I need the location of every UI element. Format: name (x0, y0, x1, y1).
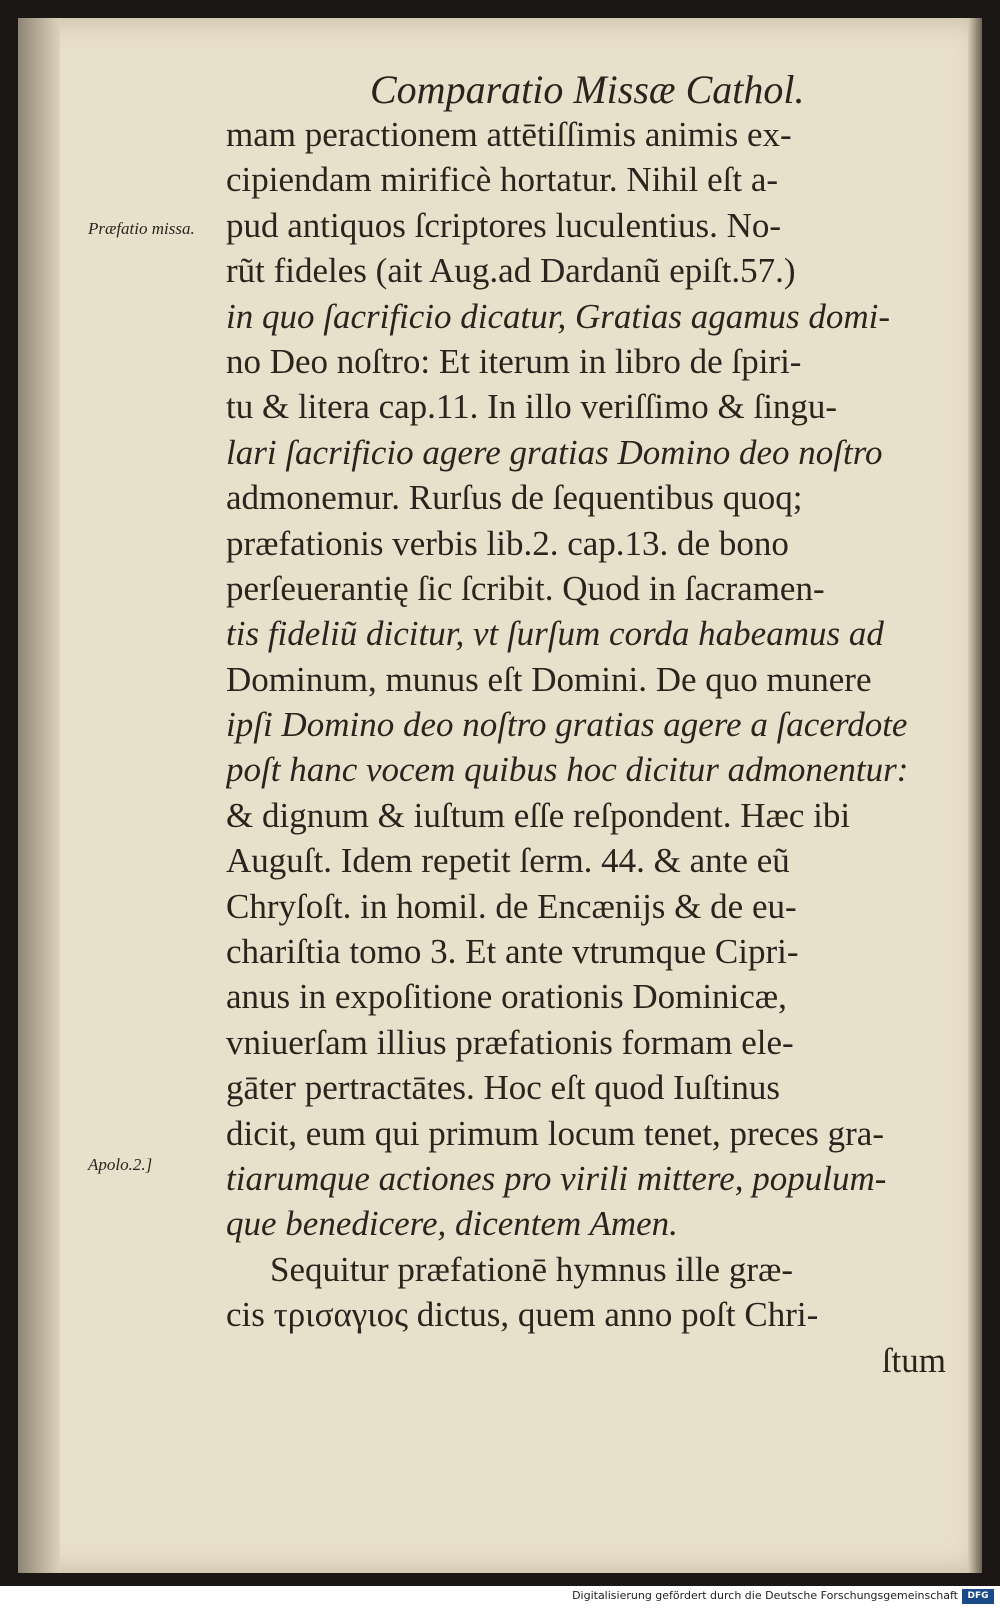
text-line: anus in expoſitione orationis Dominicæ, (226, 977, 787, 1017)
dfg-logo-icon: DFG (962, 1589, 994, 1604)
text-line: vniuerſam illius præfationis formam ele- (226, 1022, 794, 1062)
text-line: pud antiquos ſcriptores luculentius. No- (226, 205, 782, 245)
marginal-note-prefatio: Præfatio missa. (88, 219, 195, 238)
text-line: gāter pertractātes. Hoc eſt quod Iuſtinus (226, 1068, 780, 1108)
text-line: rũt fideles (ait Aug.ad Dardanũ epiſt.57.) (226, 251, 796, 291)
text-line: perſeuerantię ſic ſcribit. Quod in ſacramen- (226, 568, 825, 608)
footer-bar (0, 1586, 1000, 1608)
text-line: Chryſoſt. in homil. de Encænijs & de eu- (226, 886, 797, 926)
body-text (226, 112, 946, 1383)
text-line: Sequitur præfationē hymnus ille græ- (270, 1249, 793, 1289)
footer-credit: Digitalisierung gefördert durch die Deutsche Forschungsgemeinschaft (572, 1589, 958, 1602)
text-line: chariſtia tomo 3. Et ante vtrumque Cipri- (226, 932, 799, 972)
text-line: no Deo noſtro: Et iterum in libro de ſpiri- (226, 341, 802, 381)
text-line: præfationis verbis lib.2. cap.13. de bono (226, 523, 789, 563)
text-line: ſtum (881, 1340, 946, 1380)
text-line: tis fideliũ dicitur, vt ſurſum corda habeamus ad (226, 614, 884, 654)
text-line: mam peractionem attētiſſimis animis ex- (226, 115, 792, 154)
text-line: Auguſt. Idem repetit ſerm. 44. & ante eũ (226, 841, 790, 881)
text-line: tiarumque actiones pro virili mittere, populum- (226, 1158, 887, 1198)
text-line: Dominum, munus eſt Domini. De quo munere (226, 659, 872, 699)
text-line: que benedicere, dicentem Amen. (226, 1204, 678, 1244)
text-line: lari ſacrificio agere gratias Domino deo noſtro (226, 432, 883, 472)
text-line: dicit, eum qui primum locum tenet, preces gra- (226, 1113, 884, 1153)
text-line: in quo ſacrificio dicatur, Gratias agamus domi- (226, 296, 891, 336)
text-line: tu & litera cap.11. In illo veriſſimo & ſingu- (226, 387, 838, 427)
text-line: admonemur. Rurſus de ſequentibus quoq; (226, 478, 803, 518)
text-line: cis τρισαγιος dictus, quem anno poſt Chri- (226, 1295, 819, 1335)
text-line: poſt hanc vocem quibus hoc dicitur admonentur: (226, 750, 909, 790)
page-spine-shadow (18, 18, 60, 1573)
marginal-note-apolo: Apolo.2.] (88, 1155, 153, 1174)
page-edge (968, 18, 982, 1573)
text-line: & dignum & iuſtum eſſe reſpondent. Hæc ibi (226, 795, 851, 835)
text-line: cipiendam mirificè hortatur. Nihil eſt a- (226, 160, 779, 200)
running-head: Comparatio Missæ Cathol. (370, 67, 805, 112)
text-line: ipſi Domino deo noſtro gratias agere a ſacerdote (226, 705, 908, 745)
